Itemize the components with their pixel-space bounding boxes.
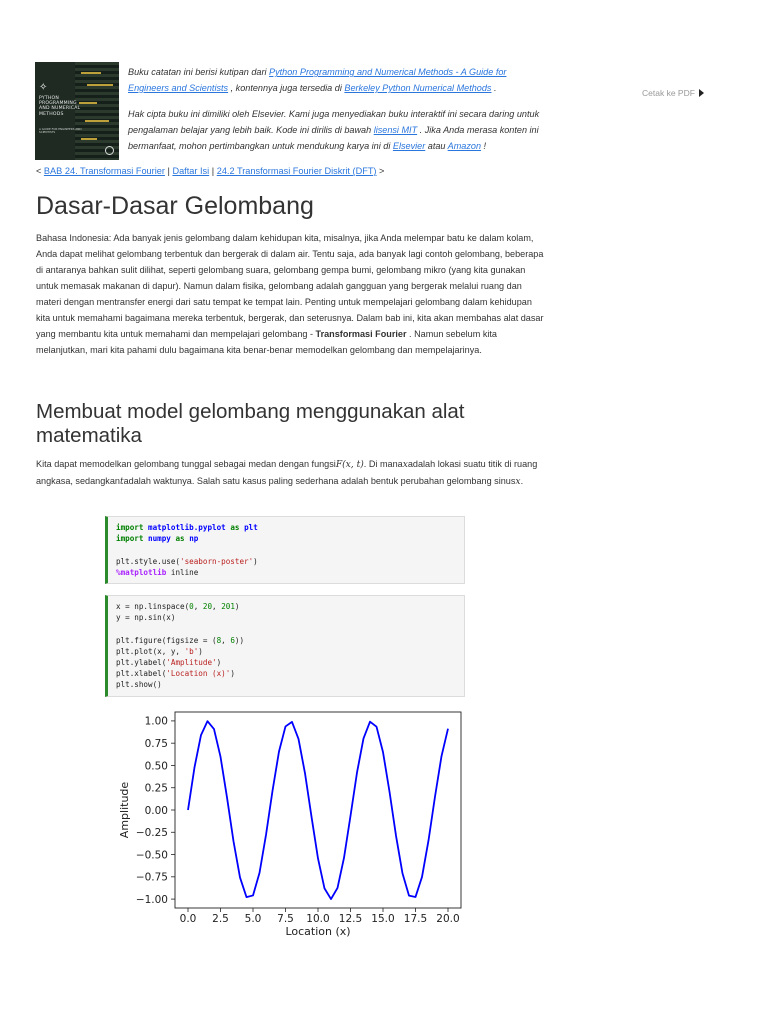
x-axis-label: Location (x) — [285, 925, 351, 938]
code-line — [116, 601, 456, 612]
model-paragraph — [36, 456, 546, 490]
math-variable: x — [515, 477, 521, 487]
x-tick-label: 20.0 — [436, 913, 460, 925]
x-tick-label: 12.5 — [338, 913, 363, 925]
code-token: 0 — [189, 602, 194, 611]
code-token: matplotlib.pyplot — [148, 523, 226, 532]
print-pdf-label: Cetak ke PDF — [642, 88, 695, 98]
x-tick-label: 15.0 — [371, 913, 395, 925]
page-title: Dasar-Dasar Gelombang — [36, 192, 314, 220]
code-line — [116, 533, 456, 544]
print-pdf-button[interactable] — [642, 88, 704, 98]
intro-text: . — [491, 83, 497, 93]
intro-text: Buku catatan ini berisi kutipan dari — [128, 67, 270, 77]
y-tick-label: 1.00 — [144, 715, 168, 728]
code-line — [116, 635, 456, 646]
code-token: plt.show() — [116, 680, 162, 690]
elsevier-link[interactable]: Elsevier — [392, 141, 426, 151]
x-tick-label: 7.5 — [277, 913, 294, 925]
code-token: ) — [234, 602, 240, 611]
play-arrow-icon — [699, 89, 704, 97]
paragraph-text: adalah lokasi suatu titik di ruang angkasa, sedangkan — [36, 459, 538, 486]
section-title: Membuat model gelombang menggunakan alat matematika — [36, 400, 465, 447]
breadcrumb-toc-link[interactable]: Daftar Isi — [172, 166, 210, 176]
book-cover-image — [35, 62, 119, 160]
code-line — [116, 657, 456, 668]
code-token: 'Location (x)' — [166, 669, 231, 679]
y-tick-label: 0.50 — [144, 760, 168, 773]
code-token: 201 — [221, 602, 235, 611]
breadcrumb-next-link[interactable]: 24.2 Transformasi Fourier Diskrit (DFT) — [216, 166, 377, 176]
x-tick-label: 5.0 — [244, 913, 262, 925]
y-tick-label: −0.25 — [135, 827, 168, 840]
code-token: 'b' — [184, 646, 199, 656]
python-logo-icon: ✧ — [39, 82, 48, 93]
code-token: %matplotlib — [116, 567, 167, 577]
code-token: , — [193, 602, 203, 611]
math-function: F(x, t) — [335, 460, 364, 470]
code-token: np — [189, 534, 199, 544]
y-tick-label: −0.50 — [135, 849, 168, 862]
x-tick-label: 2.5 — [212, 913, 229, 925]
paragraph-text: Kita dapat memodelkan gelombang tunggal sebagai medan dengan fungsi — [36, 459, 336, 469]
breadcrumb — [36, 166, 384, 176]
fourier-transform-term: Transformasi Fourier — [315, 329, 407, 339]
code-token: as — [230, 523, 240, 532]
code-token: inline — [166, 567, 199, 577]
y-tick-label: 0.25 — [144, 782, 168, 795]
breadcrumb-separator: | — [209, 166, 217, 176]
plot-area-frame — [175, 712, 461, 908]
book-link[interactable]: Python Programming and Numerical Methods - A Guide for Engineers and Scientists — [128, 67, 507, 93]
code-token: 6 — [230, 635, 235, 645]
code-line — [116, 679, 456, 690]
intro-paragraph-2 — [128, 106, 548, 154]
publisher-logo-icon — [105, 146, 114, 155]
intro-paragraph — [36, 230, 546, 358]
code-line — [116, 522, 456, 533]
math-variable: t — [119, 477, 124, 487]
code-token: import — [116, 534, 144, 544]
code-token: numpy — [148, 534, 171, 544]
code-cell-plot[interactable] — [105, 595, 465, 697]
book-cover-title-art: PYTHON PROGRAMMING AND NUMERICAL METHODS — [39, 96, 81, 117]
code-cell-imports[interactable] — [105, 516, 465, 584]
code-line — [116, 623, 456, 634]
x-tick-label: 0.0 — [179, 913, 197, 925]
code-token: plt.ylabel( — [116, 658, 167, 668]
code-token: plt.plot(x, y, — [116, 646, 185, 656]
intro-text: atau — [425, 141, 448, 151]
breadcrumb-prev-link[interactable]: BAB 24. Transformasi Fourier — [43, 166, 165, 176]
code-line — [116, 668, 456, 679]
code-token: plt.style.use( — [116, 556, 181, 566]
book-cover-subtitle-art: A GUIDE FOR ENGINEERS AND SCIENTISTS — [39, 127, 82, 135]
y-tick-label: −0.75 — [135, 871, 168, 884]
code-token: import — [116, 523, 144, 532]
code-token: 20 — [202, 602, 213, 611]
amazon-link[interactable]: Amazon — [447, 141, 482, 151]
code-token: plt.xlabel( — [116, 669, 167, 679]
intro-text: . Jika Anda merasa konten ini bermanfaat, mohon pertimbangkan untuk mendukung karya ini di — [128, 125, 539, 151]
intro-text: , kontennya juga tersedia di — [228, 83, 345, 93]
y-tick-label: −1.00 — [135, 893, 168, 906]
y-axis-label: Amplitude — [118, 781, 131, 839]
code-line — [116, 612, 456, 623]
code-token: x = np.linspace( — [116, 602, 190, 611]
code-line — [116, 567, 456, 578]
code-token: 'seaborn-poster' — [180, 556, 254, 566]
chart-svg — [110, 706, 470, 946]
math-variable: x — [402, 460, 408, 470]
code-token: , — [212, 602, 222, 611]
breadcrumb-next-mark: > — [376, 166, 385, 176]
code-token: , — [221, 635, 231, 645]
code-token: ) — [253, 556, 258, 566]
code-line — [116, 544, 456, 555]
sine-wave-chart — [110, 706, 470, 946]
intro-paragraph-1 — [128, 64, 548, 96]
code-token: ) — [230, 669, 235, 679]
intro-note — [128, 64, 548, 164]
code-token: 8 — [216, 635, 222, 645]
paragraph-text: Bahasa Indonesia: Ada banyak jenis gelombang dalam kehidupan kita, misalnya, jika Anda melempar batu ke dalam kolam, Anda dapat melihat gelombang terbentuk dan bergerak di dalam air. Tentu saja, ada banyak lagi contoh gelombang, beberapa di antaranya bahkan sulit dilihat, seperti gelombang suara, gelombang gempa bumi, gelombang mikro (yang kita gunakan untuk memasak makanan di dapur). Namun dalam fisika, gelombang adalah gangguan yang bergerak melalui ruang dan materi dengan mentransfer energi dari satu tempat ke tempat lain. Penting untuk mempelajari gelombang dalam kehidupan kita untuk memahami bagaimana mereka terbentuk, bergerak, dan seterusnya. Dalam bab ini, kita akan membahas alat dasar yang membantu kita untuk memahami dan mempelajari gelombang - — [36, 233, 544, 339]
code-token: )) — [234, 635, 245, 645]
breadcrumb-separator: | — [164, 166, 173, 176]
y-tick-label: 0.75 — [144, 737, 168, 750]
mit-license-link[interactable]: lisensi MIT — [373, 125, 418, 135]
berkeley-link[interactable]: Berkeley Python Numerical Methods — [344, 83, 492, 93]
code-token: plt — [244, 523, 258, 532]
y-tick-label: 0.00 — [144, 804, 168, 817]
code-token: ) — [198, 646, 203, 656]
code-token: y = np.sin(x) — [116, 613, 176, 623]
code-line — [116, 556, 456, 567]
paragraph-text: . Di mana — [363, 459, 403, 469]
code-token: as — [175, 534, 185, 544]
code-token: 'Amplitude' — [166, 658, 217, 668]
paragraph-text: . — [520, 476, 524, 486]
code-token: plt.figure(figsize = ( — [116, 635, 217, 645]
x-tick-label: 17.5 — [403, 913, 428, 925]
paragraph-text: . Namun sebelum kita melanjutkan, mari kita pahami dulu bagaimana kita benar-benar memodelkan gelombang dan mempelajarinya. — [36, 329, 497, 355]
intro-text: ! — [481, 141, 487, 151]
paragraph-text: adalah waktunya. Salah satu kasus paling sederhana adalah bentuk perubahan gelombang sinus — [123, 476, 516, 486]
breadcrumb-prev-mark: < — [36, 166, 44, 176]
code-token: ) — [216, 658, 222, 668]
code-line — [116, 646, 456, 657]
intro-text: Hak cipta buku ini dimiliki oleh Elsevier. Kami juga menyediakan buku interaktif ini secara daring untuk pengalaman belajar yang lebih baik. Kode ini dirilis di bawah — [128, 109, 540, 135]
x-tick-label: 10.0 — [306, 913, 330, 925]
